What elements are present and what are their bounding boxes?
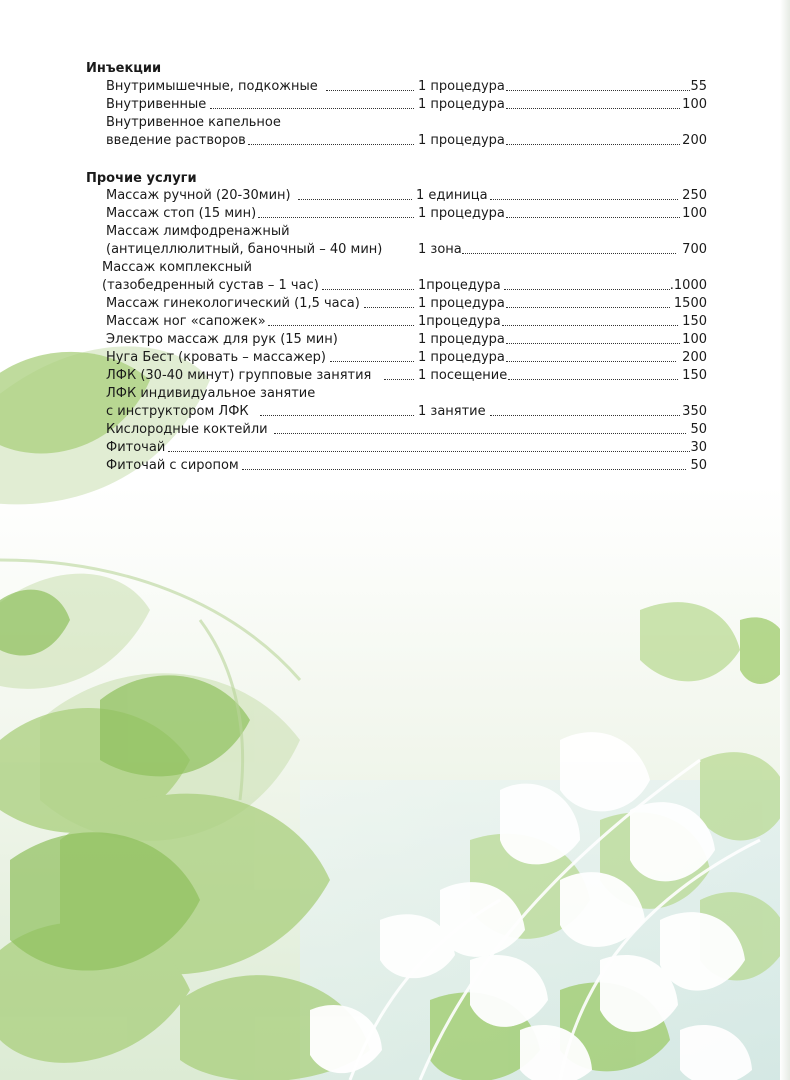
leader-dots	[462, 253, 676, 254]
leader-dots	[242, 469, 686, 470]
service-price: 200	[682, 133, 707, 148]
service-name: Массаж ручной (20-30мин)	[106, 188, 291, 203]
section-title-other-services: Прочие услуги	[86, 171, 197, 186]
leader-dots	[490, 199, 678, 200]
leader-dots	[506, 307, 670, 308]
service-name: Электро массаж для рук (15 мин)	[106, 332, 338, 347]
service-name-line1: Массаж лимфодренажный	[106, 224, 290, 239]
service-name: Массаж стоп (15 мин)	[106, 206, 257, 221]
leader-dots	[268, 325, 414, 326]
service-unit: 1 процедура	[418, 97, 505, 112]
service-price: 250	[682, 188, 707, 203]
leader-dots	[506, 108, 680, 109]
list-item	[0, 349, 790, 367]
service-unit: 1 процедура	[418, 206, 505, 221]
service-name: Кислородные коктейли	[106, 422, 268, 437]
leader-dots	[504, 289, 670, 290]
leader-dots	[258, 217, 414, 218]
service-price: 50	[690, 422, 707, 437]
service-price: 55	[690, 79, 707, 94]
list-item	[0, 187, 790, 205]
leader-dots	[490, 415, 680, 416]
service-unit: 1процедура	[418, 314, 501, 329]
service-unit: 1 процедура	[418, 133, 505, 148]
service-price: 100	[682, 206, 707, 221]
leader-dots	[274, 433, 686, 434]
leader-dots	[298, 199, 412, 200]
service-name-line1: Внутривенное капельное	[106, 115, 281, 130]
list-item-line1	[0, 385, 790, 403]
leader-dots	[248, 144, 414, 145]
leader-dots	[330, 361, 414, 362]
leader-dots	[506, 343, 680, 344]
list-item	[0, 78, 790, 96]
service-price: .1000	[669, 278, 707, 293]
page-edge-shadow	[780, 0, 790, 1080]
leader-dots	[506, 144, 680, 145]
service-price: 100	[682, 97, 707, 112]
list-item	[0, 295, 790, 313]
leader-dots	[506, 217, 680, 218]
list-item	[0, 96, 790, 114]
service-unit: 1 посещение	[418, 368, 508, 383]
leader-dots	[506, 90, 690, 91]
service-name: с инструктором ЛФК	[106, 404, 249, 419]
service-price: 50	[690, 458, 707, 473]
service-name: Фиточай	[106, 440, 166, 455]
leader-dots	[210, 108, 414, 109]
list-item-line1	[0, 223, 790, 241]
list-item	[0, 367, 790, 385]
list-item	[0, 313, 790, 331]
list-item	[0, 331, 790, 349]
service-unit: 1 процедура	[418, 296, 505, 311]
service-name: Массаж ног «сапожек»	[106, 314, 266, 329]
service-name: Внутримышечные, подкожные	[106, 79, 318, 94]
list-item-line1	[0, 114, 790, 132]
service-name: введение растворов	[106, 133, 246, 148]
service-price: 100	[682, 332, 707, 347]
leader-dots	[322, 289, 414, 290]
service-price: 30	[690, 440, 707, 455]
leader-dots	[326, 90, 414, 91]
leader-dots	[260, 415, 414, 416]
service-price: 200	[682, 350, 707, 365]
leader-dots	[364, 307, 414, 308]
service-price: 700	[682, 242, 707, 257]
list-item	[0, 421, 790, 439]
service-name: (антицеллюлитный, баночный – 40 мин)	[106, 242, 383, 257]
service-name-line1: Массаж комплексный	[102, 260, 252, 275]
service-price: 350	[682, 404, 707, 419]
service-name: ЛФК (30-40 минут) групповые занятия	[106, 368, 372, 383]
list-item	[0, 132, 790, 150]
service-price: 1500	[673, 296, 707, 311]
service-name-line1: ЛФК индивидуальное занятие	[106, 386, 316, 401]
service-unit: 1 занятие	[418, 404, 486, 419]
service-unit: 1 процедура	[418, 350, 505, 365]
list-item	[0, 277, 790, 295]
list-item	[0, 403, 790, 421]
leader-dots	[506, 361, 676, 362]
service-unit: 1 процедура	[418, 332, 505, 347]
service-name: Массаж гинекологический (1,5 часа)	[106, 296, 360, 311]
service-name: Нуга Бест (кровать – массажер)	[106, 350, 326, 365]
service-name: Внутривенные	[106, 97, 207, 112]
service-unit: 1 единица	[416, 188, 488, 203]
service-unit: 1 процедура	[418, 79, 505, 94]
service-name: (тазобедренный сустав – 1 час)	[102, 278, 319, 293]
list-item-line1	[0, 259, 790, 277]
list-item	[0, 241, 790, 259]
service-price: 150	[682, 314, 707, 329]
section-title-injections: Инъекции	[86, 61, 162, 76]
leader-dots	[384, 379, 414, 380]
list-item	[0, 205, 790, 223]
service-price: 150	[682, 368, 707, 383]
service-unit: 1 зона	[418, 242, 462, 257]
leader-dots	[502, 325, 678, 326]
service-name: Фиточай с сиропом	[106, 458, 239, 473]
list-item	[0, 439, 790, 457]
leader-dots	[508, 379, 678, 380]
leader-dots	[168, 451, 690, 452]
service-unit: 1процедура	[418, 278, 501, 293]
list-item	[0, 457, 790, 475]
